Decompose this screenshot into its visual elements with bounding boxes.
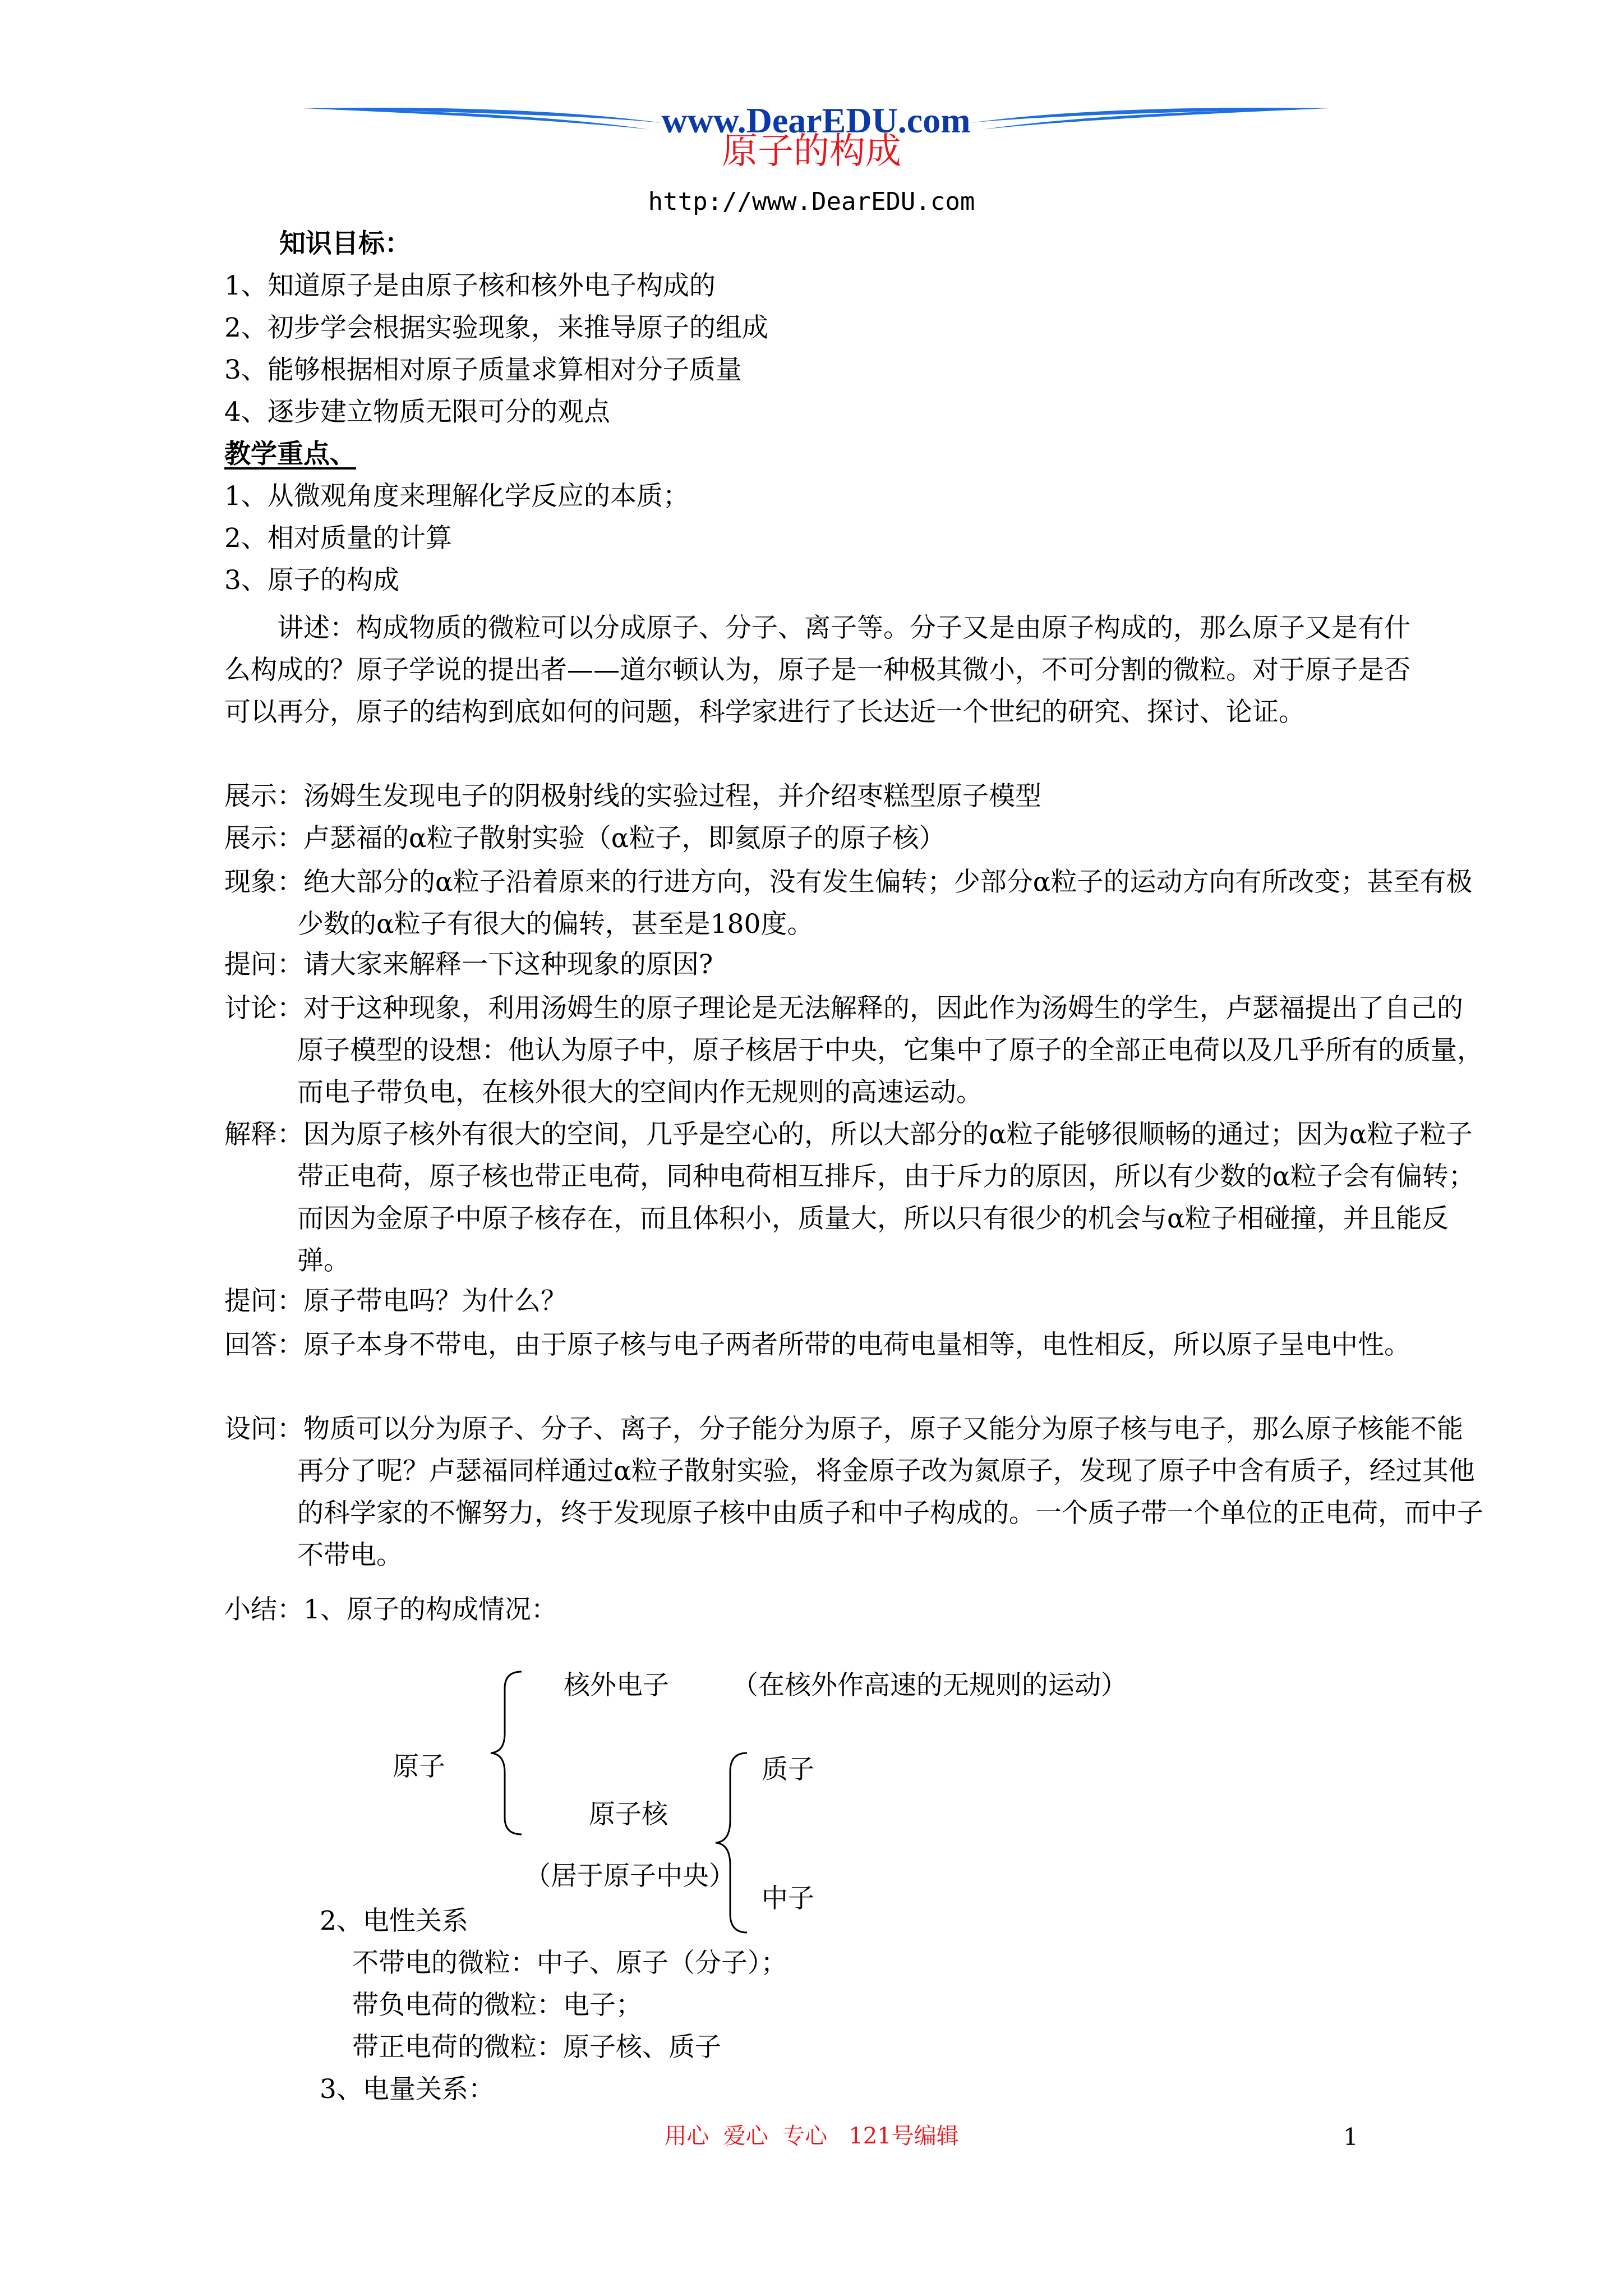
objective-item: 3、能够根据相对原子质量求算相对分子质量	[224, 355, 742, 385]
diagram-nucleus-note: （居于原子中央）	[524, 1861, 735, 1892]
objective-item: 1、知道原子是由原子核和核外电子构成的	[224, 270, 716, 301]
brace-atom-icon	[488, 1669, 533, 1837]
diagram-proton: 质子	[762, 1754, 814, 1785]
keypoint-item: 3、原子的构成	[224, 565, 399, 596]
keypoints-heading: 教学重点、	[224, 439, 356, 470]
charge-negative: 带负电荷的微粒：电子；	[352, 1990, 642, 2021]
show-line-1: 展示：汤姆生发现电子的阴极射线的实验过程，并介绍枣糕型原子模型	[224, 781, 1041, 812]
diagram-nucleus: 原子核	[589, 1799, 668, 1830]
page-title: 原子的构成	[722, 131, 901, 172]
diagram-atom: 原子	[393, 1751, 445, 1782]
lecture-paragraph: 讲述：构成物质的微粒可以分成原子、分子、离子等。分子又是由原子构成的，那么原子又是有什么构成的？原子学说的提出者——道尔顿认为，原子是一种极其微小，不可分割的微粒。对于原子是否可以再分，原子的结构到底如何的问题，科学家进行了长达近一个世纪的研究、探讨、论证。	[224, 613, 1410, 728]
charge-amount-heading: 3、电量关系：	[320, 2074, 495, 2105]
objective-item: 4、逐步建立物质无限可分的观点	[224, 397, 610, 427]
keypoint-item: 2、相对质量的计算	[224, 523, 452, 554]
summary-line: 小结：1、原子的构成情况：	[224, 1594, 557, 1625]
phenomenon-paragraph: 现象：绝大部分的α粒子沿着原来的行进方向，没有发生偏转；少部分α粒子的运动方向有所改变；甚至有极少数的α粒子有很大的偏转，甚至是180度。	[224, 867, 1473, 940]
footer-slogan: 用心 爱心 专心 121号编辑	[664, 2123, 959, 2149]
diagram-neutron: 中子	[762, 1883, 814, 1914]
charge-positive: 带正电荷的微粒：原子核、质子	[352, 2032, 721, 2063]
objectives-heading: 知识目标：	[279, 228, 411, 259]
header-url[interactable]: http://www.DearEDU.com	[648, 187, 975, 216]
show-line-2: 展示：卢瑟福的α粒子散射实验（α粒子，即氦原子的原子核）	[224, 823, 946, 854]
question-1: 提问：请大家来解释一下这种现象的原因?	[224, 949, 713, 980]
explanation-paragraph: 解释：因为原子核外有很大的空间，几乎是空心的，所以大部分的α粒子能够很顺畅的通过；因为α粒子粒子带正电荷，原子核也带正电荷，同种电荷相互排斥，由于斥力的原因，所以有少数的α粒子会有偏转；而因为金原子中原子核存在，而且体积小，质量大，所以只有很少的机会与α粒子相碰撞，并且能反弹。	[224, 1119, 1475, 1276]
brace-nucleus-icon	[712, 1750, 757, 1935]
diagram-electron: 核外电子	[564, 1670, 669, 1701]
keypoint-item: 1、从微观角度来理解化学反应的本质；	[224, 481, 689, 512]
site-logo-text: www.DearEDU.com	[661, 100, 971, 140]
question-2: 提问：原子带电吗？为什么？	[224, 1286, 567, 1317]
discussion-paragraph: 讨论：对于这种现象，利用汤姆生的原子理论是无法解释的，因此作为汤姆生的学生，卢瑟福提出了自己的原子模型的设想：他认为原子中，原子核居于中央，它集中了原子的全部正电荷以及几乎所有的质量，而电子带负电，在核外很大的空间内作无规则的高速运动。	[224, 993, 1483, 1108]
objective-item: 2、初步学会根据实验现象，来推导原子的组成	[224, 312, 768, 343]
page-number: 1	[1343, 2123, 1358, 2151]
set-question-paragraph: 设问：物质可以分为原子、分子、离子，分子能分为原子，原子又能分为原子核与电子，那么原子核能不能再分了呢？卢瑟福同样通过α粒子散射实验，将金原子改为氮原子，发现了原子中含有质子，经过其他的科学家的不懈努力，终于发现原子核中由质子和中子构成的。一个质子带一个单位的正电荷，而中子不带电。	[224, 1414, 1483, 1571]
charge-heading: 2、电性关系	[320, 1906, 468, 1936]
charge-neutral: 不带电的微粒：中子、原子（分子）；	[352, 1948, 787, 1978]
answer-paragraph: 回答：原子本身不带电，由于原子核与电子两者所带的电荷电量相等，电性相反，所以原子呈电中性。	[224, 1329, 1410, 1360]
diagram-electron-note: （在核外作高速的无规则的运动）	[732, 1670, 1127, 1701]
